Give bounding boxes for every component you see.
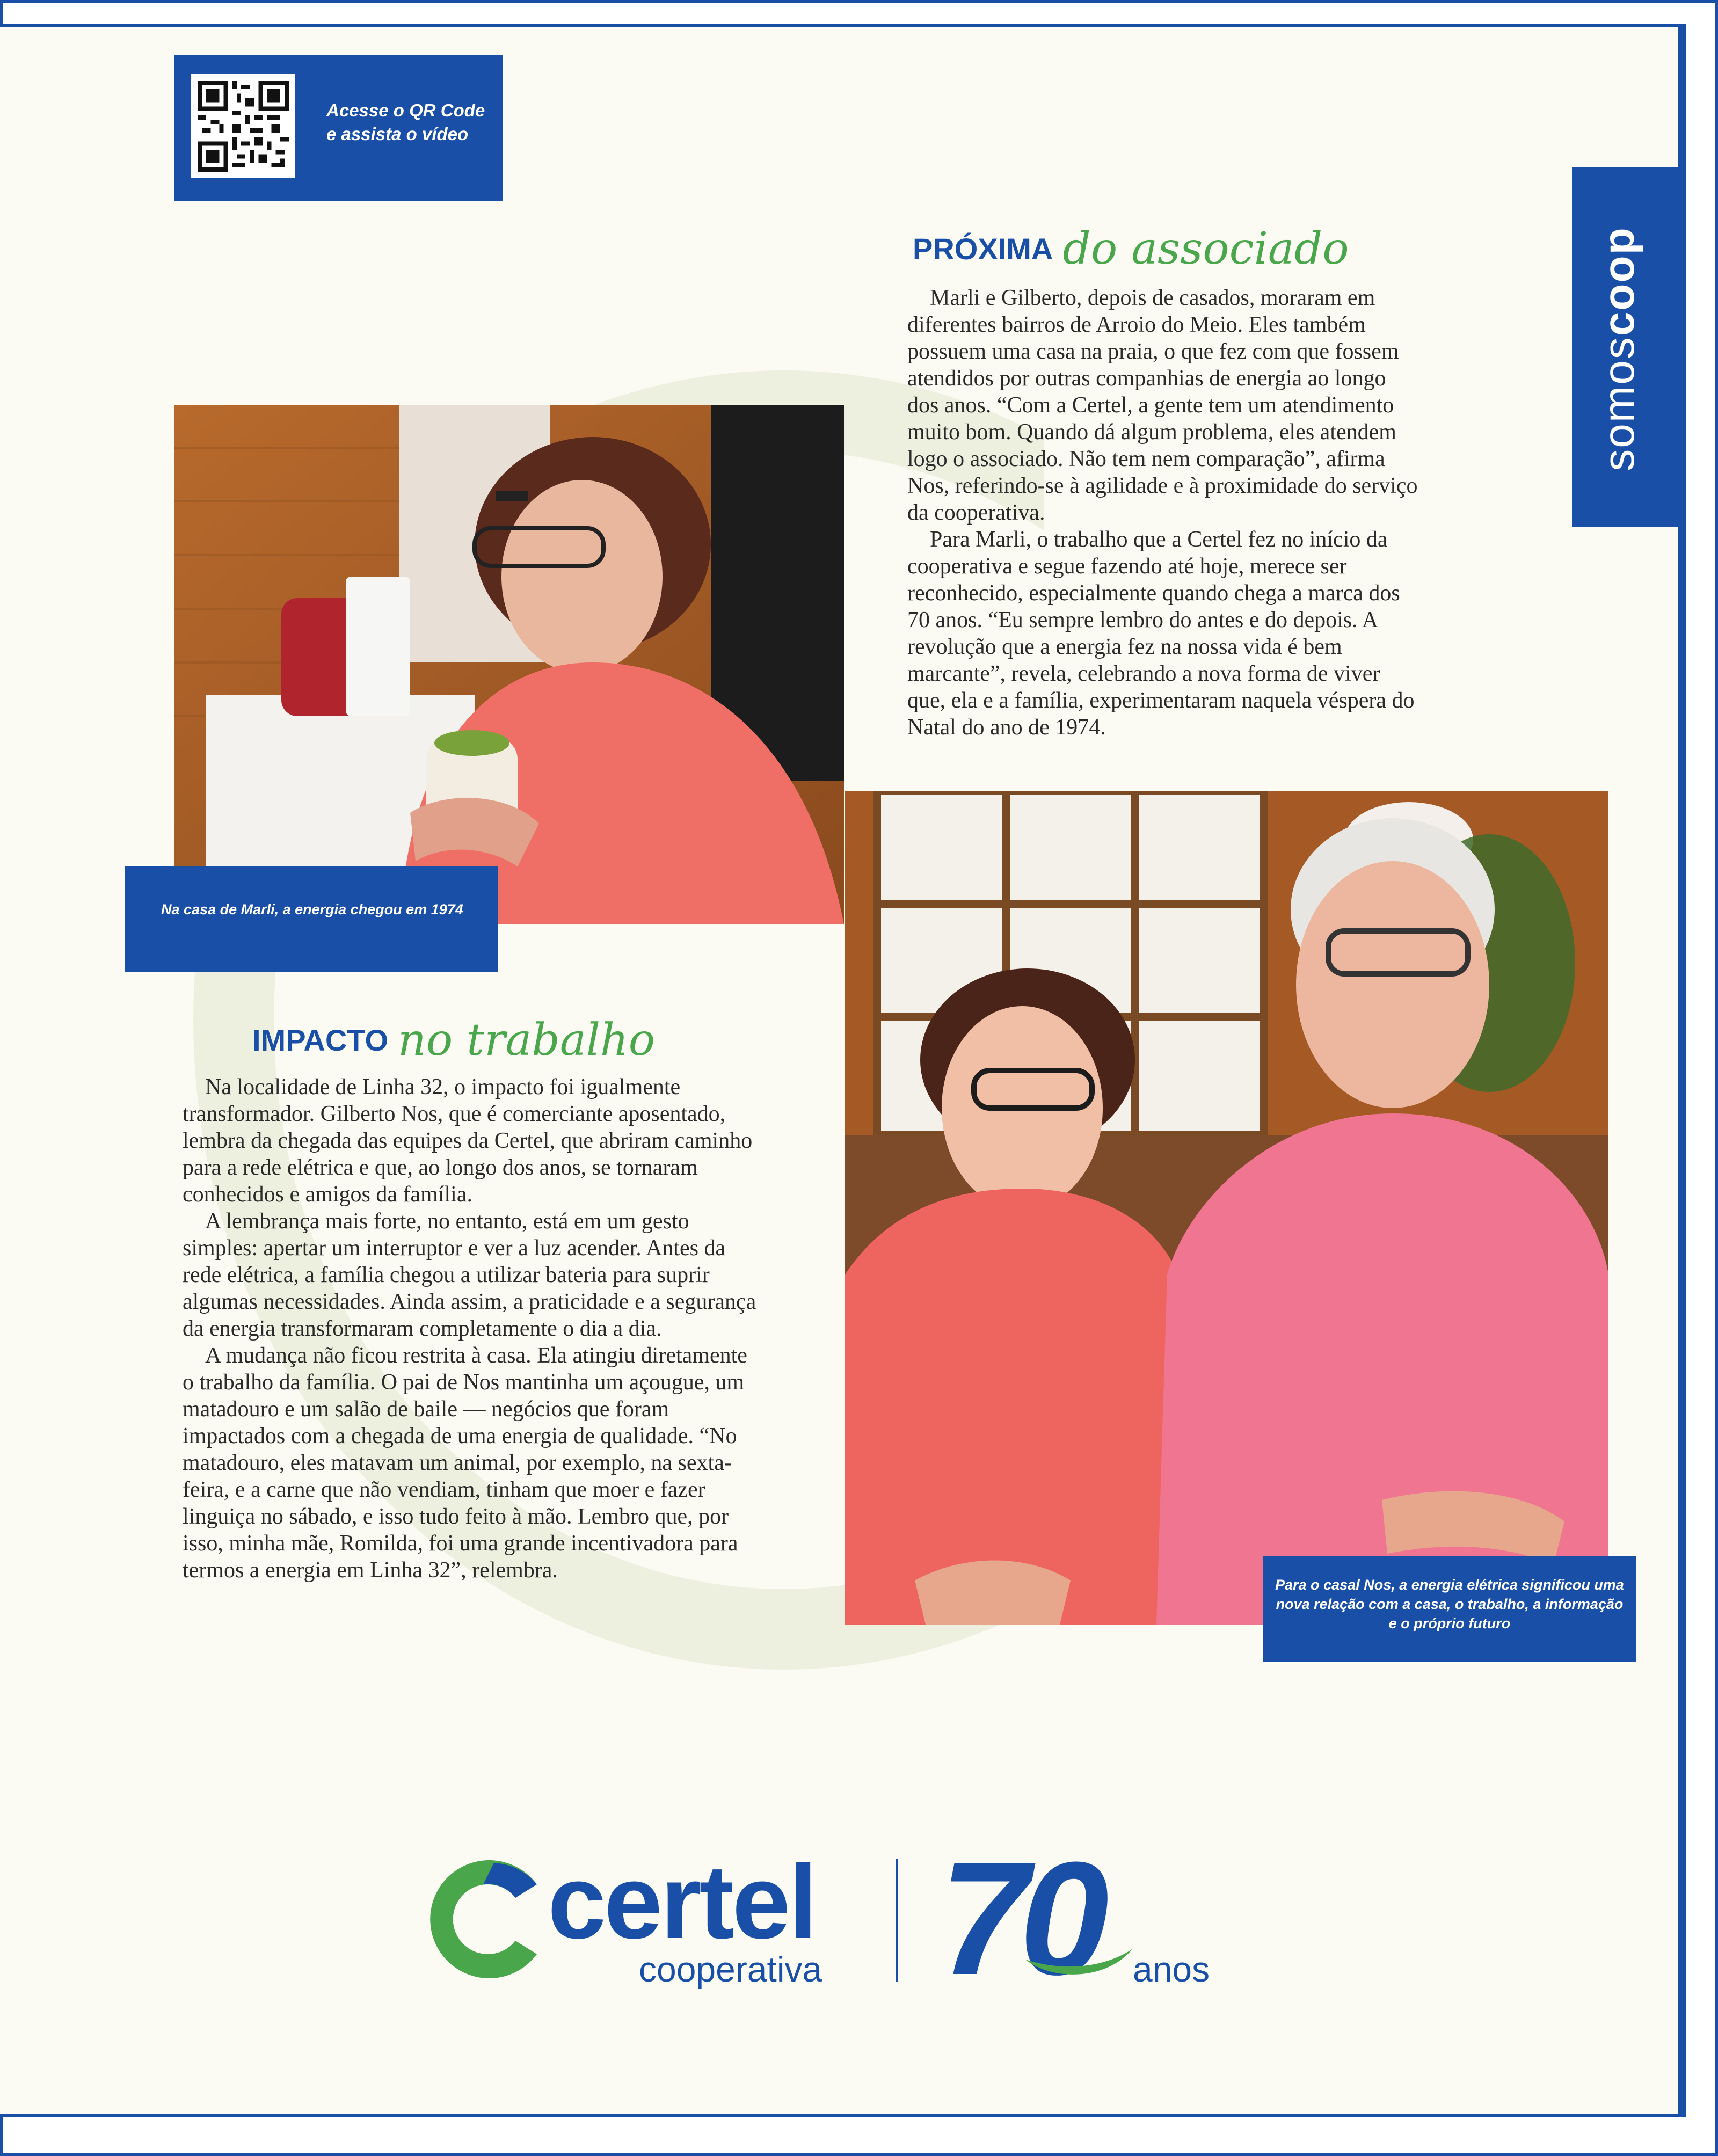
section2-paragraph: Na localidade de Linha 32, o impacto foi igualmente transformador. Gilberto Nos, que é comerciante aposentado, lembra da chegada das equipes da Certel, que abriram caminho para a rede elétrica e que, ao longo dos anos, se tornaram conhecidos e amigos da família. [183,1075,753,1207]
section2-heading-caps: IMPACTO [252,1023,389,1057]
brand-bold: coop [1595,227,1643,337]
photo-marli [174,405,844,924]
magazine-page [0,24,1686,2117]
anniversary-anos: anos [1133,1949,1210,1989]
section2-paragraph: A lembrança mais forte, no entanto, está em um gesto simples: apertar um interruptor e ver a luz acender. Antes da rede elétrica, a família chegou a utilizar bateria para suprir algumas necessidades. Ainda assim, a praticidade e a segurança da energia transformaram completamente o dia a dia. [183,1209,756,1341]
section1-heading-script: do associado [1062,223,1349,274]
qr-code-text: Acesse o QR Code e assista o vídeo [326,100,485,144]
section1-body [907,285,1423,741]
photo2-caption: Para o casal Nos, a energia elétrica significou uma nova relação com a casa, o trabalho, a informação e o próprio futuro [1263,1556,1636,1662]
bottom-bar [0,2114,1686,2117]
section2-heading [252,1015,655,1066]
photo1-caption: Na casa de Marli, a energia chegou em 1974 [125,866,498,972]
section1-paragraph: Marli e Gilberto, depois de casados, moraram em diferentes bairros de Arroio do Meio. Eles também possuem uma casa na praia, o que fez com que fossem atendidos por outras companhias de energia ao longo dos anos. “Com a Certel, a gente tem um atendimento muito bom. Quando dá algum problema, eles atendem logo o associado. Não tem nem comparação”, afirma Nos, referindo-se à agilidade e à proximidade do serviço da cooperativa. [907,286,1418,525]
certel-c-icon [419,1852,553,1986]
section1-paragraph: Para Marli, o trabalho que a Certel fez no início da cooperativa e segue fazendo até hoje, merece ser reconhecido, especialmente quando chega a marca dos 70 anos. “Eu sempre lembro do antes e do depois. A revolução que a energia fez na nossa vida é bem marcante”, revela, celebrando a nova forma de viver que, ela e a família, experimentaram naquela véspera do Natal do ano de 1974. [907,527,1415,740]
logo-divider [896,1859,898,1982]
certel-wordmark: certel [548,1843,816,1961]
certel-cooperativa: cooperativa [639,1949,822,1989]
section2-paragraph: A mudança não ficou restrita à casa. Ela atingiu diretamente o trabalho da família. O pai de Nos mantinha um açougue, um matadouro e um salão de baile — negócios que foram impactados com a chegada de uma energia de qualidade. “No matadouro, eles matavam um animal, por exemplo, na sexta-feira, e a carne que não vendiam, tinham que moer e fazer linguiça no sábado, e isso tudo feito à mão. Lembro que, por isso, minha mãe, Romilda, foi uma grande incentivadora para termos a energia em Linha 32”, relembra. [183,1343,747,1583]
anniversary-swoosh-icon [1025,1938,1133,1981]
section2-body [183,1074,762,1584]
anniversary-number: 70 [940,1828,1100,2008]
section1-heading-caps: PRÓXIMA [913,232,1053,266]
section1-heading [913,223,1349,274]
section2-heading-script: no trabalho [398,1015,656,1066]
certel-70-logo [419,1828,1224,2008]
somoscoop-logo [1594,227,1644,471]
brand-thin: somos [1595,336,1643,471]
photo-couple [845,791,1608,1625]
qr-code-icon[interactable] [191,74,295,178]
